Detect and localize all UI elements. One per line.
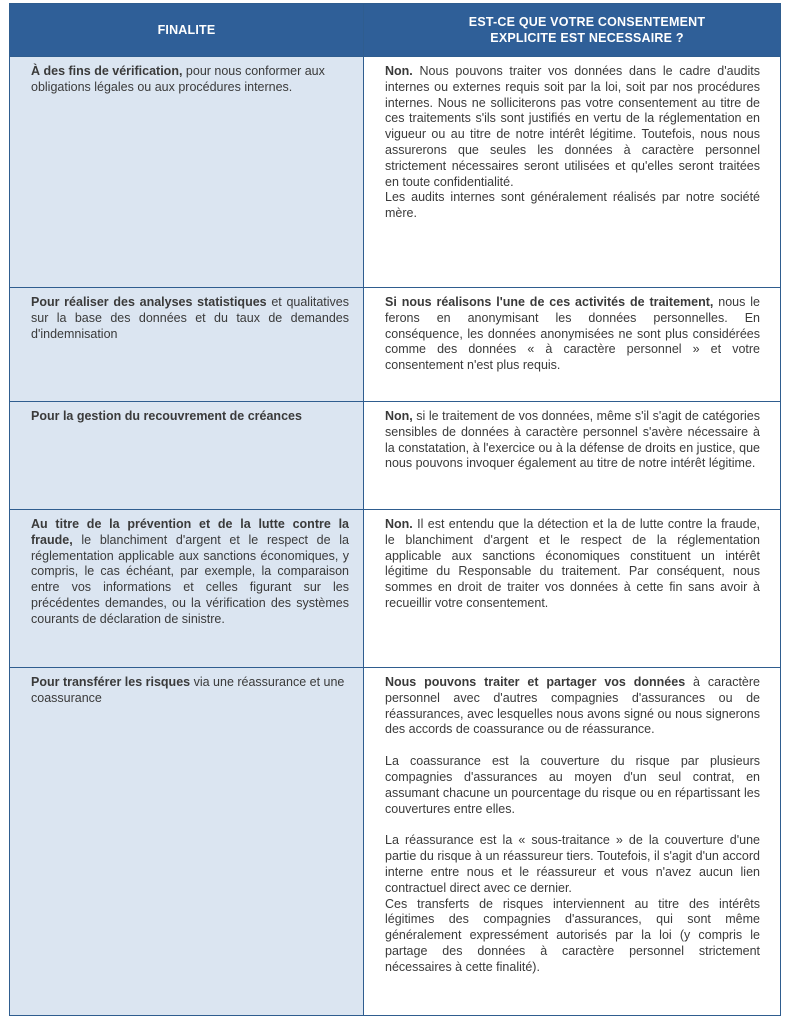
header-finalite: FINALITE (10, 4, 364, 57)
consent-cell (364, 510, 781, 668)
purpose-cell (10, 57, 364, 288)
answer-text: Nous pouvons traiter vos données dans le cadre d'audits internes ou externes requis soit par la loi, soit par nos procédures internes. Nous ne solliciterons pas votre consentement au titre de ces traitements s'ils sont justifiés en vertu de la réglementation en vigueur ou au titre de notre intérêt légitime. Toutefois, nous nous assurerons que seules les données à caractère personnel strictement nécessaires seront utilisées et qu'elles seront traitées en toute confidentialité. (385, 64, 760, 189)
purpose-text: via une réassurance et une coassurance (31, 675, 345, 705)
table-row (10, 288, 781, 402)
header-consent-line1: EST-CE QUE VOTRE CONSENTEMENT (468, 15, 706, 29)
purpose-cell (10, 288, 364, 402)
purpose-bold-text: À des fins de vérification, (31, 64, 183, 78)
table-row (10, 510, 781, 668)
answer-extra-text: Les audits internes sont généralement réalisés par notre société mère. (385, 190, 760, 221)
purpose-bold-text: Pour transférer les risques (31, 675, 191, 689)
purpose-consent-table (9, 3, 781, 1016)
purpose-cell (10, 668, 364, 1016)
purpose-bold-text: Au titre de la prévention et de la lutte contre la fraude, (31, 517, 349, 547)
answer-text: nous le ferons en anonymisant les données personnelles. En conséquence, les données anonymisées ne sont plus considérées comme des données « à caractère personnel » et votre consentement n'est plus requis. (385, 295, 761, 373)
table-row (10, 668, 781, 1016)
reassurance-paragraph: La réassurance est la « sous-traitance » de la couverture d'une partie du risque à un réassureur tiers. Toutefois, il s'agit d'un accord interne entre nous et le réassureur et vous n'avez aucun lien contractuel direct avec ce dernier. (385, 833, 760, 895)
answer-bold-text: Non. (385, 64, 413, 78)
answer-text: si le traitement de vos données, même s'il s'agit de catégories sensibles de données à caractère personnel s'avère nécessaire à la constatation, à l'exercice ou à la défense de droits en justice, que nous pouvons invoquer également au titre de notre intérêt légitime. (385, 409, 760, 471)
answer-bold-text: Non. (385, 517, 413, 531)
answer-bold-text: Si nous réalisons l'une de ces activités de traitement, (385, 295, 714, 309)
purpose-bold-text: Pour la gestion du recouvrement de créances (31, 409, 302, 423)
table-header-row (10, 4, 781, 57)
header-consent-line2: EXPLICITE EST NECESSAIRE ? (490, 31, 684, 45)
table-row (10, 402, 781, 510)
answer-bold-text: Non, (385, 409, 413, 423)
coassurance-paragraph: La coassurance est la couverture du risque par plusieurs compagnies d'assurances au moyen d'un seul contrat, en assumant chacune un pourcentage du risque ou en répartissant les couvertures entre elles. (385, 754, 760, 816)
consent-cell (364, 57, 781, 288)
purpose-text: le blanchiment d'argent et le respect de la réglementation applicable aux sanctions économiques, y compris, le cas échéant, par exemple, la comparaison entre vos informations et celles figurant sur les précédentes demandes, ou la vérification des systèmes courants de déclaration de sinistre. (31, 532, 349, 626)
answer-text: Il est entendu que la détection et la de lutte contre la fraude, le blanchiment d'argent et le respect de la réglementation applicable aux sanctions économiques constituent un intérêt légitime du Responsable du traitement. Par conséquent, nous sommes en droit de traiter vos données à cette fin sans avoir à recueillir votre consentement. (385, 517, 760, 610)
purpose-text: pour nous conformer aux obligations légales ou aux procédures internes. (31, 64, 325, 94)
purpose-text: et qualitatives sur la base des données et du taux de demandes d'indemnisation (31, 295, 349, 341)
answer-paragraph (385, 675, 760, 738)
purpose-bold-text: Pour réaliser des analyses statistiques (31, 295, 267, 309)
purpose-cell (10, 402, 364, 510)
risk-transfer-paragraph: Ces transferts de risques interviennent au titre des intérêts légitimes des compagnies d'assurances, qui sont même généralement expressément autorisés par la loi (y compris le partage des données à caractère personnel strictement nécessaires à cette finalité). (385, 896, 760, 974)
header-consent-question (364, 4, 781, 57)
consent-cell (364, 402, 781, 510)
consent-cell (364, 668, 781, 1016)
answer-bold-text: Nous pouvons traiter et partager vos données (385, 675, 686, 689)
answer-text: à caractère personnel avec d'autres compagnies d'assurances ou de réassurances, avec lesquelles nous avons signé ou nous signerons des accords de coassurance ou de réassurance. (385, 675, 760, 737)
consent-cell (364, 288, 781, 402)
purpose-cell (10, 510, 364, 668)
table-row (10, 57, 781, 288)
